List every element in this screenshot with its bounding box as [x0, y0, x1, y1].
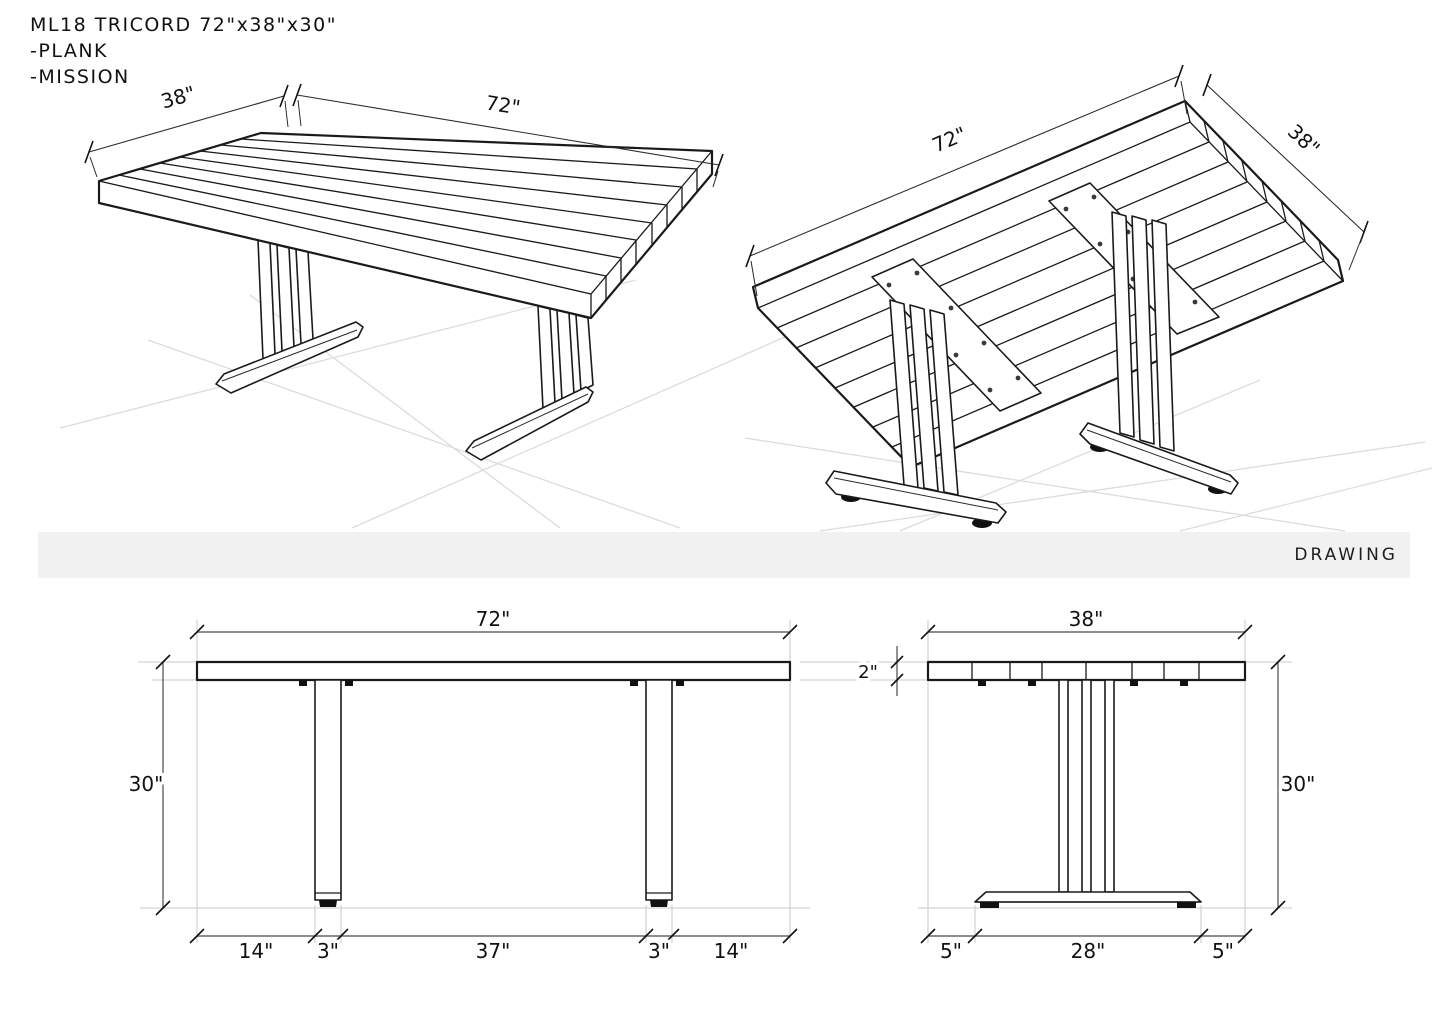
side-dim-overhang-right: 5" [1212, 939, 1234, 963]
front-bottom-dimensions [190, 929, 797, 963]
elevation-views [0, 586, 1445, 1021]
side-dim-overhang-left: 5" [940, 939, 962, 963]
front-width-label: 72" [475, 607, 511, 631]
side-tabletop [928, 662, 1245, 680]
front-dim-overhang-right: 14" [713, 939, 749, 963]
side-width-label: 38" [1068, 607, 1104, 631]
front-leg-left [315, 680, 341, 907]
floor-lines-left [60, 280, 880, 528]
spec-mission: -MISSION [30, 66, 130, 88]
side-height-label: 30" [1280, 772, 1316, 796]
iso-top-view [85, 81, 723, 460]
side-dim-foot: 28" [1070, 939, 1106, 963]
spec-plank: -PLANK [30, 40, 109, 62]
pedestal-right [466, 306, 593, 460]
side-elevation [800, 607, 1315, 963]
drawing-title: ML18 TRICORD 72"x38"x30" [30, 14, 337, 36]
front-dim-overhang-left: 14" [238, 939, 274, 963]
side-pedestal [975, 680, 1201, 908]
front-tabletop [197, 662, 790, 680]
side-bottom-dimensions [921, 929, 1252, 963]
side-height-dimension [1271, 655, 1315, 915]
side-thickness-dimension [858, 646, 903, 696]
drawing-band [38, 532, 1410, 578]
front-height-dimension [129, 655, 170, 915]
front-elevation [129, 607, 810, 963]
front-width-dimension [190, 607, 797, 639]
front-leg-right [646, 680, 672, 907]
iso-bottom-view [746, 65, 1368, 528]
dim-label-depth-bottom-view: 38" [1282, 119, 1325, 161]
tabletop [99, 133, 712, 318]
side-thickness-label: 2" [858, 662, 878, 683]
dim-label-width-top-view: 72" [484, 90, 523, 120]
dim-label-depth-top-view: 38" [158, 80, 199, 114]
pedestal-left [216, 240, 363, 393]
tabletop-underside [753, 101, 1343, 467]
drawing-band-label: DRAWING [1294, 545, 1398, 565]
side-width-dimension [921, 607, 1252, 639]
front-dim-leg-left: 3" [317, 939, 339, 963]
front-dim-span: 37" [475, 939, 511, 963]
front-dim-leg-right: 3" [648, 939, 670, 963]
dim-label-width-bottom-view: 72" [928, 121, 970, 158]
front-height-label: 30" [128, 772, 164, 796]
